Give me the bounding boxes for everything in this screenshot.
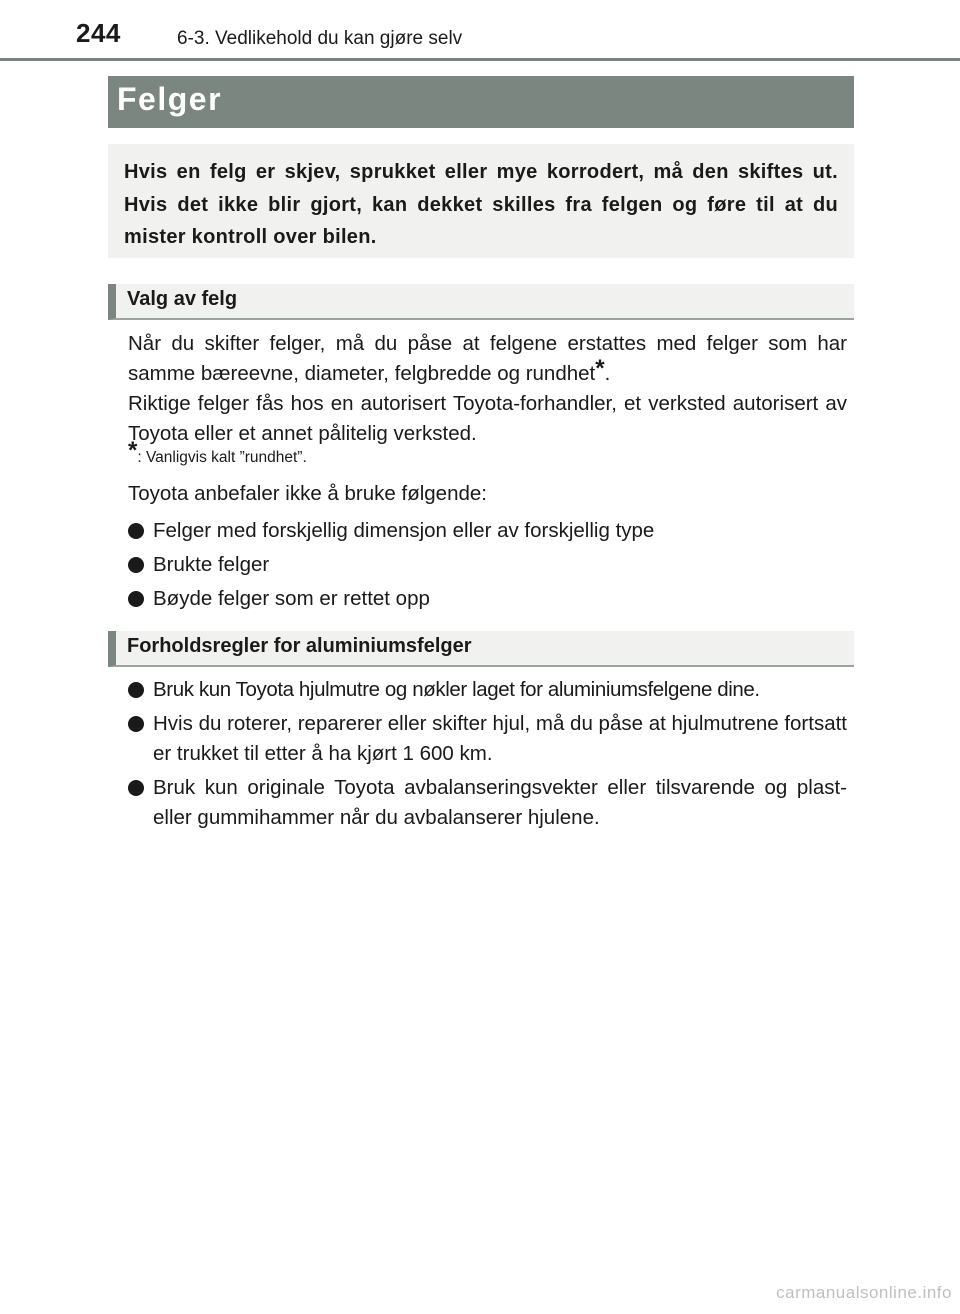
warning-text: Hvis en felg er skjev, sprukket eller mye korrodert, må den skiftes ut. Hvis det ikke blir gjort, kan dekket skilles fra felgen og føre til at du mister kontroll over bilen. <box>124 161 838 248</box>
list-item-text: Bøyde felger som er rettet opp <box>153 587 430 610</box>
list-item-text: Brukte felger <box>153 553 270 576</box>
warning-box <box>108 144 854 258</box>
footnote-text: : Vanligvis kalt ”rundhet”. <box>137 449 307 466</box>
section-title: 6-3. Vedlikehold du kan gjøre selv <box>177 28 463 49</box>
paragraph-text-end: . <box>604 362 611 385</box>
list-item <box>128 584 847 614</box>
page-number: 244 <box>76 18 121 48</box>
list-item-text: Bruk kun Toyota hjulmutre og nøkler laget for aluminiumsfelgene dine. <box>153 678 760 701</box>
footnote <box>128 437 847 469</box>
paragraph-rim-replacement <box>128 329 847 389</box>
header-divider <box>0 58 960 61</box>
subheading-rim-selection <box>108 284 854 320</box>
list-item <box>128 516 847 546</box>
bullet-icon <box>128 716 144 732</box>
page-header <box>0 0 960 62</box>
list-item <box>128 550 847 580</box>
bullet-icon <box>128 591 144 607</box>
asterisk-marker: * <box>595 355 605 382</box>
list-item-text: Hvis du roterer, reparerer eller skifter hjul, må du påse at hjulmutrene fortsatt er trukket til etter å ha kjørt 1 600 km. <box>153 712 847 765</box>
list-item <box>128 773 847 833</box>
bullet-icon <box>128 682 144 698</box>
subheading-text: Forholdsregler for aluminiumsfelger <box>127 635 472 657</box>
rim-selection-body <box>128 329 847 509</box>
rim-avoid-list <box>128 516 847 614</box>
bullet-icon <box>128 523 144 539</box>
paragraph-text: Når du skifter felger, må du påse at felgene erstattes med felger som har samme bæreevne, diameter, felgbredde og rundhet <box>128 332 847 385</box>
footnote-asterisk: * <box>128 437 138 464</box>
bullet-icon <box>128 780 144 796</box>
aluminium-precautions-list <box>128 675 847 833</box>
chapter-title-bar <box>108 76 854 128</box>
subheading-text: Valg av felg <box>127 288 238 310</box>
list-item <box>128 709 847 769</box>
paragraph-where-to-buy: Riktige felger fås hos en autorisert Toyota-forhandler, et verksted autorisert av Toyota eller et annet pålitelig verksted. <box>128 392 847 445</box>
list-item-text: Felger med forskjellig dimensjon eller av forskjellig type <box>153 519 655 542</box>
paragraph-recommendation: Toyota anbefaler ikke å bruke følgende: <box>128 482 487 505</box>
chapter-title: Felger <box>117 81 223 117</box>
bullet-icon <box>128 557 144 573</box>
subheading-aluminium-precautions <box>108 631 854 667</box>
list-item <box>128 675 847 705</box>
list-item-text: Bruk kun originale Toyota avbalanseringsvekter eller tilsvarende og plast- eller gummihammer når du avbalanserer hjulene. <box>153 776 847 829</box>
watermark: carmanualsonline.info <box>776 1283 952 1302</box>
